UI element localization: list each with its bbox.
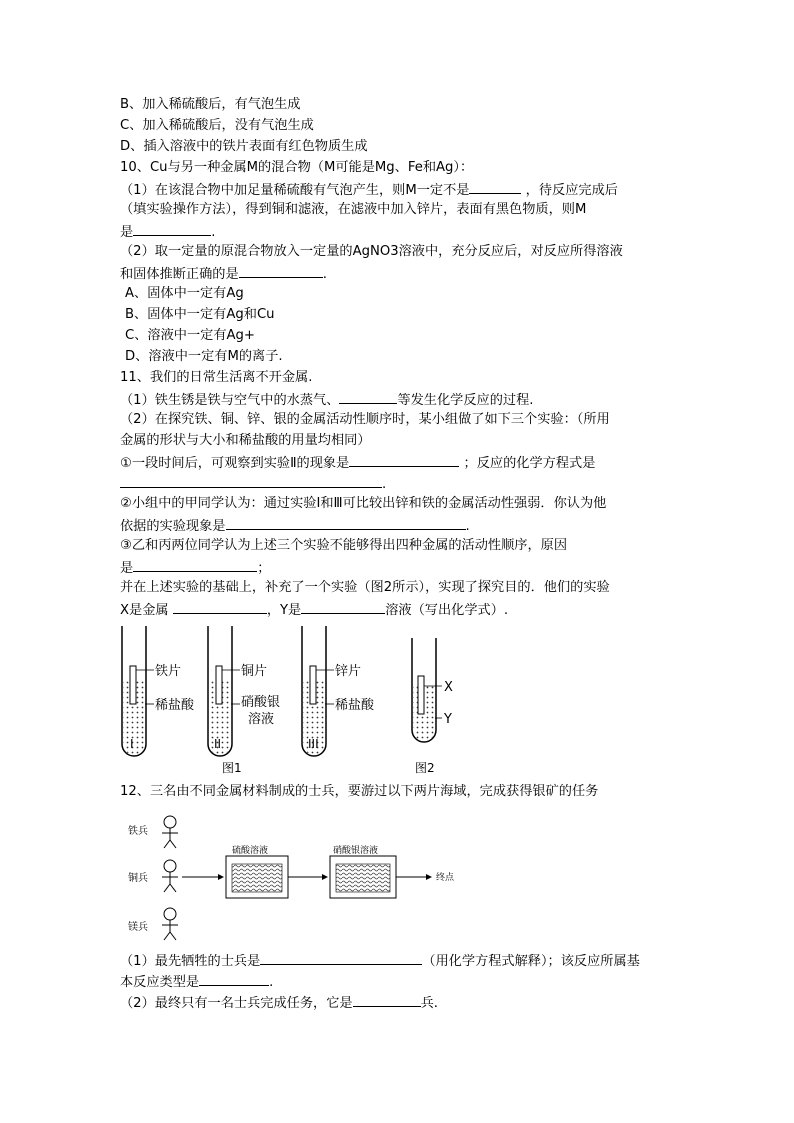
q10-blank-3[interactable] — [239, 264, 323, 278]
zinc-strip — [310, 666, 316, 704]
q11-blank-5[interactable] — [133, 558, 257, 572]
soldier-diagram — [120, 808, 480, 948]
figure-1-caption: 图1 — [222, 761, 242, 775]
q10-option-c: C、溶液中一定有Ag+ — [125, 328, 255, 343]
q10-option-b: B、固体中一定有Ag和Cu — [125, 307, 275, 322]
sea1-label: 硫酸溶液 — [232, 846, 269, 856]
q9-option-d: D、插入溶液中的铁片表面有红色物质生成 — [120, 139, 368, 154]
tube4-y-label: Y — [444, 712, 452, 727]
q11-sub3-line1: ③乙和丙两位同学认为上述三个实验不能够得出四种金属的活动性顺序，原因 — [120, 538, 568, 553]
tube3-metal-label: 锌片 — [335, 664, 362, 679]
q11-sub2-line2: 依据的实验现象是 . — [120, 516, 470, 536]
q12-blank-2[interactable] — [199, 972, 269, 986]
q10-stem: 10、Cu与另一种金属M的混合物（M可能是Mg、Fe和Ag）： — [120, 160, 474, 175]
q11-part2-line1: （2）在探究铁、铜、锌、银的金属活动性顺序时，某小组做了如下三个实验：（所用 — [120, 412, 610, 427]
q12-part2: （2）最终只有一名士兵完成任务，它是 兵. — [120, 993, 438, 1013]
iron-soldier-label: 铁兵 — [128, 826, 148, 837]
q11-part2-line2: 金属的形状与大小和稀盐酸的用量均相同） — [120, 433, 371, 448]
metal-x-strip — [418, 676, 424, 714]
q12-blank-1[interactable] — [260, 951, 422, 965]
end-label: 终点 — [436, 873, 455, 883]
q11-blank-7[interactable] — [301, 600, 385, 614]
test-tube-2 — [208, 626, 280, 756]
magnesium-soldier — [128, 908, 178, 940]
tube1-solution-label: 稀盐酸 — [155, 698, 195, 713]
q11-stem: 11、我们的日常生活离不开金属. — [120, 370, 313, 385]
test-tube-figure — [110, 620, 510, 780]
q10-part1-line2: （填实验操作方法），得到铜和滤液，在滤液中加入锌片，表面有黑色物质，则M — [120, 202, 587, 217]
q10-part1-line1: （1）在该混合物中加足量稀硫酸有气泡产生，则M一定不是 ，待反应完成后 — [120, 180, 618, 200]
q11-sub2-line1: ②小组中的甲同学认为：通过实验Ⅰ和Ⅲ可比较出锌和铁的金属活动性强弱．你认为他 — [120, 496, 607, 511]
q11-sub1-line1: ①一段时间后，可观察到实验Ⅱ的现象是 ；反应的化学方程式是 — [120, 453, 595, 473]
q11-part1: （1）铁生锈是铁与空气中的水蒸气、 等发生化学反应的过程. — [120, 390, 533, 410]
q10-part1-line3: 是 . — [120, 222, 215, 242]
magnesium-soldier-label: 镁兵 — [128, 922, 148, 933]
q10-blank-1[interactable] — [469, 180, 521, 194]
tube2-metal-label: 铜片 — [241, 664, 268, 679]
q11-sub1-line2: . — [120, 474, 386, 494]
tube2-solution-label-1: 硝酸银 — [241, 695, 281, 710]
q11-blank-1[interactable] — [339, 390, 397, 404]
q12-part1-line2: 本反应类型是 . — [120, 972, 273, 992]
tube3-roman: III — [308, 737, 319, 751]
figure-2-caption: 图2 — [415, 761, 435, 775]
iron-soldier — [128, 816, 178, 848]
q10-option-a: A、固体中一定有Ag — [125, 286, 244, 301]
q11-blank-2[interactable] — [349, 453, 459, 467]
q12-part1-line1: （1）最先牺牲的士兵是 （用化学方程式解释）；该反应所属基 — [120, 951, 640, 971]
test-tube-1 — [122, 626, 195, 756]
q11-blank-4[interactable] — [226, 516, 466, 530]
q10-part2-line2: 和固体推断正确的是 . — [120, 264, 327, 284]
test-tube-3 — [302, 626, 375, 756]
test-tube-4 — [412, 638, 453, 742]
tube1-roman: I — [130, 737, 134, 751]
tube2-roman: II — [214, 737, 222, 751]
tube2-solution-label-2: 溶液 — [248, 712, 275, 727]
q9-option-c: C、加入稀硫酸后，没有气泡生成 — [120, 118, 314, 133]
copper-soldier — [128, 860, 178, 892]
copper-strip — [216, 666, 222, 704]
tube3-solution-label: 稀盐酸 — [335, 698, 375, 713]
q12-stem: 12、三名由不同金属材料制成的士兵，要游过以下两片海域，完成获得银矿的任务 — [120, 784, 599, 799]
sulfuric-acid-sea — [226, 844, 288, 898]
q10-blank-2[interactable] — [133, 222, 211, 236]
iron-strip — [130, 666, 136, 704]
q11-sub3-line2: 是 ； — [120, 558, 270, 578]
q11-sub4-line1: 并在上述实验的基础上，补充了一个实验（图2所示），实现了探究目的．他们的实验 — [120, 580, 610, 595]
q11-sub4-line2: X是金属 ，Y是 溶液（写出化学式）. — [120, 600, 508, 620]
silver-nitrate-sea — [330, 844, 396, 898]
q10-option-d: D、溶液中一定有M的离子. — [125, 349, 283, 364]
q11-blank-6[interactable] — [173, 600, 267, 614]
q12-blank-3[interactable] — [353, 993, 421, 1007]
tube1-metal-label: 铁片 — [155, 664, 182, 679]
q10-part2-line1: （2）取一定量的原混合物放入一定量的AgNO3溶液中，充分反应后，对反应所得溶液 — [120, 244, 623, 259]
tube4-x-label: X — [444, 680, 453, 695]
q11-blank-3[interactable] — [120, 474, 382, 488]
sea2-label: 硝酸银溶液 — [333, 846, 379, 856]
q9-option-b: B、加入稀硫酸后，有气泡生成 — [120, 97, 301, 112]
copper-soldier-label: 铜兵 — [128, 873, 148, 884]
